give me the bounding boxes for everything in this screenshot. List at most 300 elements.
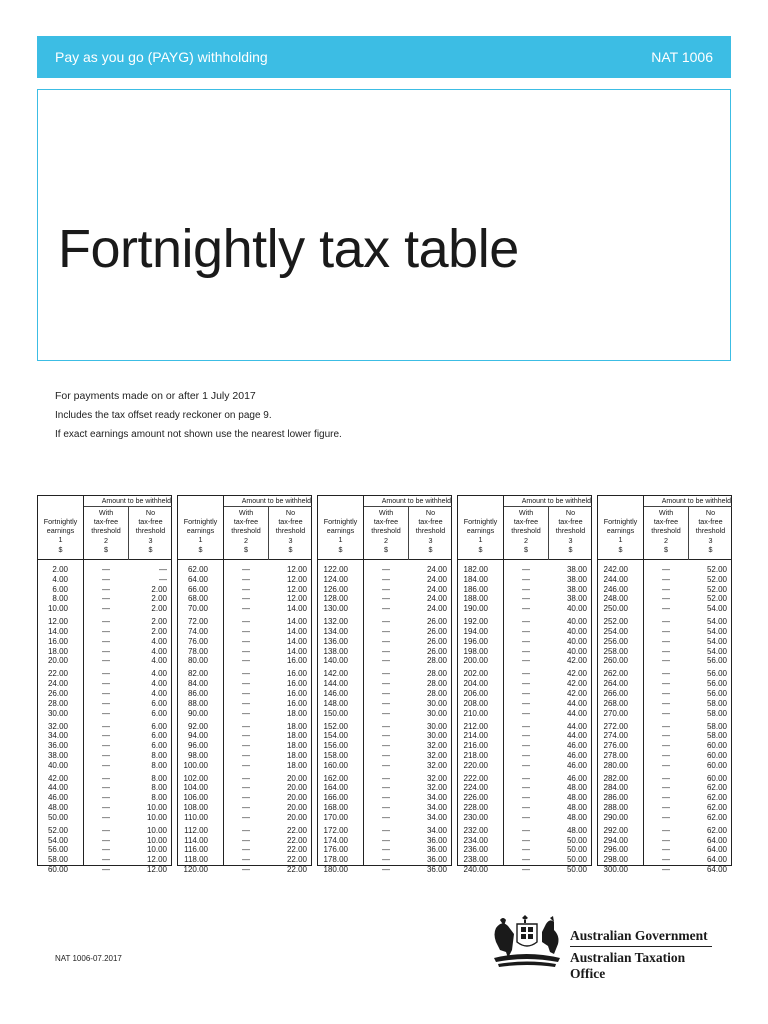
column-number: 3 [568,535,573,545]
table-row [318,855,451,865]
earnings-cell: 130.00 [323,604,348,614]
no-threshold-cell: 58.00 [706,721,727,731]
table-row [318,565,451,575]
with-threshold-cell: — [522,855,530,865]
table-row [38,741,171,751]
with-threshold-cell: — [662,793,670,803]
column-number: 3 [148,535,153,545]
with-threshold-cell: — [522,679,530,689]
column-unit: $ [478,544,483,554]
table-row [38,585,171,595]
earnings-cell: 220.00 [463,760,488,770]
earnings-cell: 290.00 [603,812,628,822]
with-threshold-cell: — [382,825,390,835]
with-threshold-cell: — [522,626,530,636]
earnings-cell: 144.00 [323,679,348,689]
with-threshold-cell: — [242,803,250,813]
earnings-cell: 184.00 [463,574,488,584]
table-row [458,585,591,595]
table-row [458,836,591,846]
table-block [457,495,592,875]
column-number: 2 [384,535,388,545]
table-row [598,741,731,751]
column-number: 1 [338,535,343,545]
table-row [38,604,171,614]
column-number: 1 [198,535,203,545]
no-threshold-cell: 4.00 [151,656,167,666]
no-threshold-cell: 50.00 [566,865,587,875]
with-threshold-cell: — [662,565,670,574]
table-row [178,813,311,823]
with-threshold-cell: — [662,845,670,855]
column-number: 3 [708,535,713,545]
with-threshold-cell: — [102,731,110,741]
with-threshold-cell: — [522,584,530,594]
column-unit: $ [244,544,248,554]
earnings-cell: 6.00 [52,584,68,594]
table-row [458,731,591,741]
column-header [318,517,363,554]
no-threshold-cell: 26.00 [426,617,447,627]
with-threshold-cell: — [522,812,530,822]
earnings-cell: 58.00 [47,855,68,865]
table-row [598,722,731,732]
earnings-cell: 272.00 [603,721,628,731]
earnings-cell: 244.00 [603,574,628,584]
group-header: Amount to be withheld [364,496,452,507]
header-banner [37,36,731,78]
no-threshold-cell: 12.00 [286,565,307,574]
column-header-label: threshold [555,526,586,536]
row-group [458,617,591,666]
row-group [38,774,171,823]
earnings-cell: 148.00 [323,698,348,708]
column-header-label: tax-free [93,517,119,527]
earnings-cell: 226.00 [463,793,488,803]
row-group [38,722,171,771]
no-threshold-cell: 44.00 [566,731,587,741]
table-row [598,656,731,666]
column-unit: $ [618,544,623,554]
table-row [178,803,311,813]
column-header-label: threshold [275,526,306,536]
title-box [37,89,731,361]
earnings-cell: 38.00 [47,750,68,760]
table-row [38,627,171,637]
no-threshold-cell: 22.00 [286,825,307,835]
column-number: 1 [618,535,623,545]
no-threshold-cell: 38.00 [566,574,587,584]
logo-ato-text: Australian Taxation Office [570,950,686,981]
no-threshold-cell: 18.00 [286,760,307,770]
with-threshold-cell: — [662,865,670,875]
with-threshold-cell: — [102,760,110,770]
table-row [458,656,591,666]
table-block [597,495,732,875]
earnings-cell: 194.00 [463,626,488,636]
earnings-cell: 248.00 [603,594,628,604]
earnings-cell: 18.00 [47,646,68,656]
table-row [38,836,171,846]
footer-code: NAT 1006-07.2017 [55,954,122,963]
earnings-cell: 188.00 [463,594,488,604]
row-group [318,565,451,614]
earnings-cell: 180.00 [323,865,348,875]
earnings-cell: 82.00 [187,669,208,679]
no-threshold-cell: 64.00 [706,865,727,875]
table-row [178,699,311,709]
column-header-label: Fortnightly [323,517,358,526]
table-row [178,774,311,784]
no-threshold-cell: 52.00 [706,594,727,604]
with-threshold-cell: — [522,698,530,708]
with-threshold-cell: — [382,626,390,636]
row-group [458,669,591,718]
no-threshold-cell: 44.00 [566,698,587,708]
no-threshold-cell: 60.00 [706,750,727,760]
no-threshold-cell: 16.00 [286,669,307,679]
banner-doc-code: NAT 1006 [651,49,713,65]
no-threshold-cell: 40.00 [566,636,587,646]
table-row [598,803,731,813]
table-row [318,761,451,771]
no-threshold-cell: 60.00 [706,741,727,751]
row-group [598,774,731,823]
with-threshold-cell: — [242,845,250,855]
table-row [318,679,451,689]
with-threshold-cell: — [242,679,250,689]
column-header-label: No [285,508,296,517]
banner-title: Pay as you go (PAYG) withholding [55,49,268,65]
column-unit: $ [288,544,293,554]
earnings-cell: 110.00 [184,812,208,822]
no-threshold-cell: 58.00 [706,698,727,708]
earnings-cell: 118.00 [184,855,208,865]
earnings-cell: 88.00 [187,698,208,708]
row-group [598,722,731,771]
row-group [598,669,731,718]
no-threshold-cell: 4.00 [151,646,167,656]
earnings-cell: 278.00 [603,750,628,760]
no-threshold-cell: 16.00 [286,688,307,698]
table-row [38,647,171,657]
table-row [458,803,591,813]
no-threshold-cell: 22.00 [286,835,307,845]
table-row [38,594,171,604]
no-threshold-cell: 10.00 [146,835,167,845]
column-header [269,508,312,554]
table-row [178,575,311,585]
table-row [178,722,311,732]
column-header-label: No [565,508,576,517]
no-threshold-cell: 20.00 [286,773,307,783]
earnings-cell: 138.00 [323,646,348,656]
no-threshold-cell: 20.00 [286,812,307,822]
table-row [178,731,311,741]
no-threshold-cell: 6.00 [151,731,167,741]
with-threshold-cell: — [522,636,530,646]
row-group [38,617,171,666]
table-row [598,865,731,875]
earnings-cell: 240.00 [463,865,488,875]
table-row [318,647,451,657]
table-row [318,669,451,679]
with-threshold-cell: — [522,741,530,751]
table-row [458,647,591,657]
table-row [598,647,731,657]
row-group [178,669,311,718]
earnings-cell: 214.00 [463,731,488,741]
table-row [38,855,171,865]
table-row [318,731,451,741]
table-row [458,689,591,699]
earnings-cell: 294.00 [603,835,628,845]
table-row [458,627,591,637]
table-row [598,761,731,771]
table-row [458,774,591,784]
column-header-label: tax-free [233,517,259,527]
earnings-cell: 24.00 [47,679,68,689]
earnings-cell: 228.00 [463,803,488,813]
earnings-cell: 196.00 [463,636,488,646]
no-threshold-cell: — [159,565,167,574]
no-threshold-cell: 18.00 [286,721,307,731]
with-threshold-cell: — [102,656,110,666]
row-group [38,826,171,875]
table-row [38,699,171,709]
table-row [318,656,451,666]
table-row [38,617,171,627]
with-threshold-cell: — [102,574,110,584]
with-threshold-cell: — [382,773,390,783]
earnings-cell: 22.00 [47,669,68,679]
table-row [458,826,591,836]
column-header [598,517,643,554]
column-number: 3 [288,535,293,545]
earnings-cell: 86.00 [187,688,208,698]
no-threshold-cell: 10.00 [146,825,167,835]
intro-text [55,390,342,447]
table-row [598,585,731,595]
no-threshold-cell: 20.00 [286,803,307,813]
table-row [598,709,731,719]
with-threshold-cell: — [242,617,250,627]
with-threshold-cell: — [522,708,530,718]
table-row [38,709,171,719]
no-threshold-cell: 62.00 [706,803,727,813]
no-threshold-cell: 12.00 [286,584,307,594]
with-threshold-cell: — [102,803,110,813]
with-threshold-cell: — [242,698,250,708]
row-group [458,826,591,875]
earnings-cell: 48.00 [47,803,68,813]
table-row [178,741,311,751]
with-threshold-cell: — [242,636,250,646]
table-row [458,594,591,604]
earnings-cell: 202.00 [463,669,488,679]
table-row [178,565,311,575]
table-row [38,575,171,585]
earnings-cell: 152.00 [323,721,348,731]
table-row [178,604,311,614]
with-threshold-cell: — [662,594,670,604]
no-threshold-cell: 26.00 [426,626,447,636]
no-threshold-cell: 8.00 [151,793,167,803]
no-threshold-cell: 48.00 [566,793,587,803]
group-header: Amount to be withheld [224,496,312,507]
table-row [318,865,451,875]
no-threshold-cell: 14.00 [286,604,307,614]
with-threshold-cell: — [382,669,390,679]
column-header-label: With [238,508,254,517]
column-unit: $ [384,544,388,554]
no-threshold-cell: 64.00 [706,835,727,845]
earnings-cell: 166.00 [323,793,348,803]
earnings-cell: 176.00 [323,845,348,855]
table-row [458,604,591,614]
no-threshold-cell: 18.00 [286,741,307,751]
no-threshold-cell: 38.00 [566,584,587,594]
earnings-cell: 44.00 [47,783,68,793]
with-threshold-cell: — [102,604,110,614]
row-group [178,565,311,614]
table-row [318,813,451,823]
table-row [38,679,171,689]
table-row [458,699,591,709]
column-header [644,508,688,554]
column-header-label: Fortnightly [183,517,218,526]
earnings-cell: 20.00 [47,656,68,666]
table-row [458,845,591,855]
no-threshold-cell: 16.00 [286,656,307,666]
table-row [458,855,591,865]
with-threshold-cell: — [662,825,670,835]
no-threshold-cell: 30.00 [426,698,447,708]
earnings-cell: 232.00 [463,825,488,835]
no-threshold-cell: 34.00 [426,803,447,813]
column-number: 2 [664,535,668,545]
column-unit: $ [58,544,63,554]
no-threshold-cell: 60.00 [706,773,727,783]
no-threshold-cell: 32.00 [426,783,447,793]
earnings-cell: 274.00 [603,731,628,741]
column-header-label: threshold [415,526,446,536]
row-group [178,617,311,666]
no-threshold-cell: 2.00 [151,584,167,594]
no-threshold-cell: 32.00 [426,760,447,770]
column-unit: $ [198,544,203,554]
no-threshold-cell: 6.00 [151,721,167,731]
earnings-cell: 116.00 [184,845,208,855]
no-threshold-cell: 10.00 [146,812,167,822]
with-threshold-cell: — [242,574,250,584]
table-row [178,836,311,846]
no-threshold-cell: 34.00 [426,793,447,803]
table-row [318,783,451,793]
with-threshold-cell: — [382,646,390,656]
earnings-cell: 46.00 [47,793,68,803]
column-header [364,508,408,554]
table-row [38,803,171,813]
earnings-cell: 298.00 [603,855,628,865]
table-row [598,604,731,614]
with-threshold-cell: — [242,812,250,822]
with-threshold-cell: — [662,773,670,783]
table-row [38,565,171,575]
table-block [317,495,452,875]
earnings-cell: 90.00 [187,708,208,718]
column-header [38,517,83,554]
table-row [178,865,311,875]
earnings-cell: 96.00 [187,741,208,751]
column-header [178,517,223,554]
intro-line-3: If exact earnings amount not shown use the nearest lower figure. [55,428,342,440]
earnings-cell: 26.00 [47,688,68,698]
earnings-cell: 172.00 [323,825,348,835]
with-threshold-cell: — [102,708,110,718]
earnings-cell: 56.00 [47,845,68,855]
no-threshold-cell: 24.00 [426,574,447,584]
earnings-cell: 132.00 [323,617,348,627]
earnings-cell: 254.00 [603,626,628,636]
no-threshold-cell: 36.00 [426,855,447,865]
no-threshold-cell: 20.00 [286,783,307,793]
column-header-label: Fortnightly [463,517,498,526]
no-threshold-cell: 12.00 [286,574,307,584]
earnings-cell: 164.00 [323,783,348,793]
table-row [318,845,451,855]
table-row [38,826,171,836]
column-header-label: No [145,508,156,517]
table-row [598,594,731,604]
no-threshold-cell: 54.00 [706,646,727,656]
earnings-cell: 170.00 [323,812,348,822]
with-threshold-cell: — [102,594,110,604]
with-threshold-cell: — [662,679,670,689]
column-header-label: Fortnightly [603,517,638,526]
table-row [178,783,311,793]
earnings-cell: 40.00 [47,760,68,770]
row-group [598,617,731,666]
coat-of-arms-icon [488,914,566,970]
no-threshold-cell: 54.00 [706,636,727,646]
no-threshold-cell: 52.00 [706,565,727,574]
earnings-cell: 260.00 [603,656,628,666]
no-threshold-cell: 12.00 [146,865,167,875]
with-threshold-cell: — [102,669,110,679]
earnings-cell: 104.00 [183,783,208,793]
earnings-cell: 162.00 [323,773,348,783]
logo-government-text: Australian Government [570,928,708,943]
table-row [598,813,731,823]
earnings-cell: 300.00 [603,865,628,875]
no-threshold-cell: 38.00 [566,565,587,574]
table-row [178,826,311,836]
column-unit: $ [664,544,668,554]
earnings-cell: 66.00 [187,584,208,594]
with-threshold-cell: — [382,584,390,594]
with-threshold-cell: — [382,731,390,741]
with-threshold-cell: — [242,783,250,793]
with-threshold-cell: — [662,698,670,708]
table-row [38,669,171,679]
with-threshold-cell: — [662,636,670,646]
column-unit: $ [524,544,528,554]
with-threshold-cell: — [662,617,670,627]
no-threshold-cell: 10.00 [146,803,167,813]
with-threshold-cell: — [382,679,390,689]
with-threshold-cell: — [382,698,390,708]
